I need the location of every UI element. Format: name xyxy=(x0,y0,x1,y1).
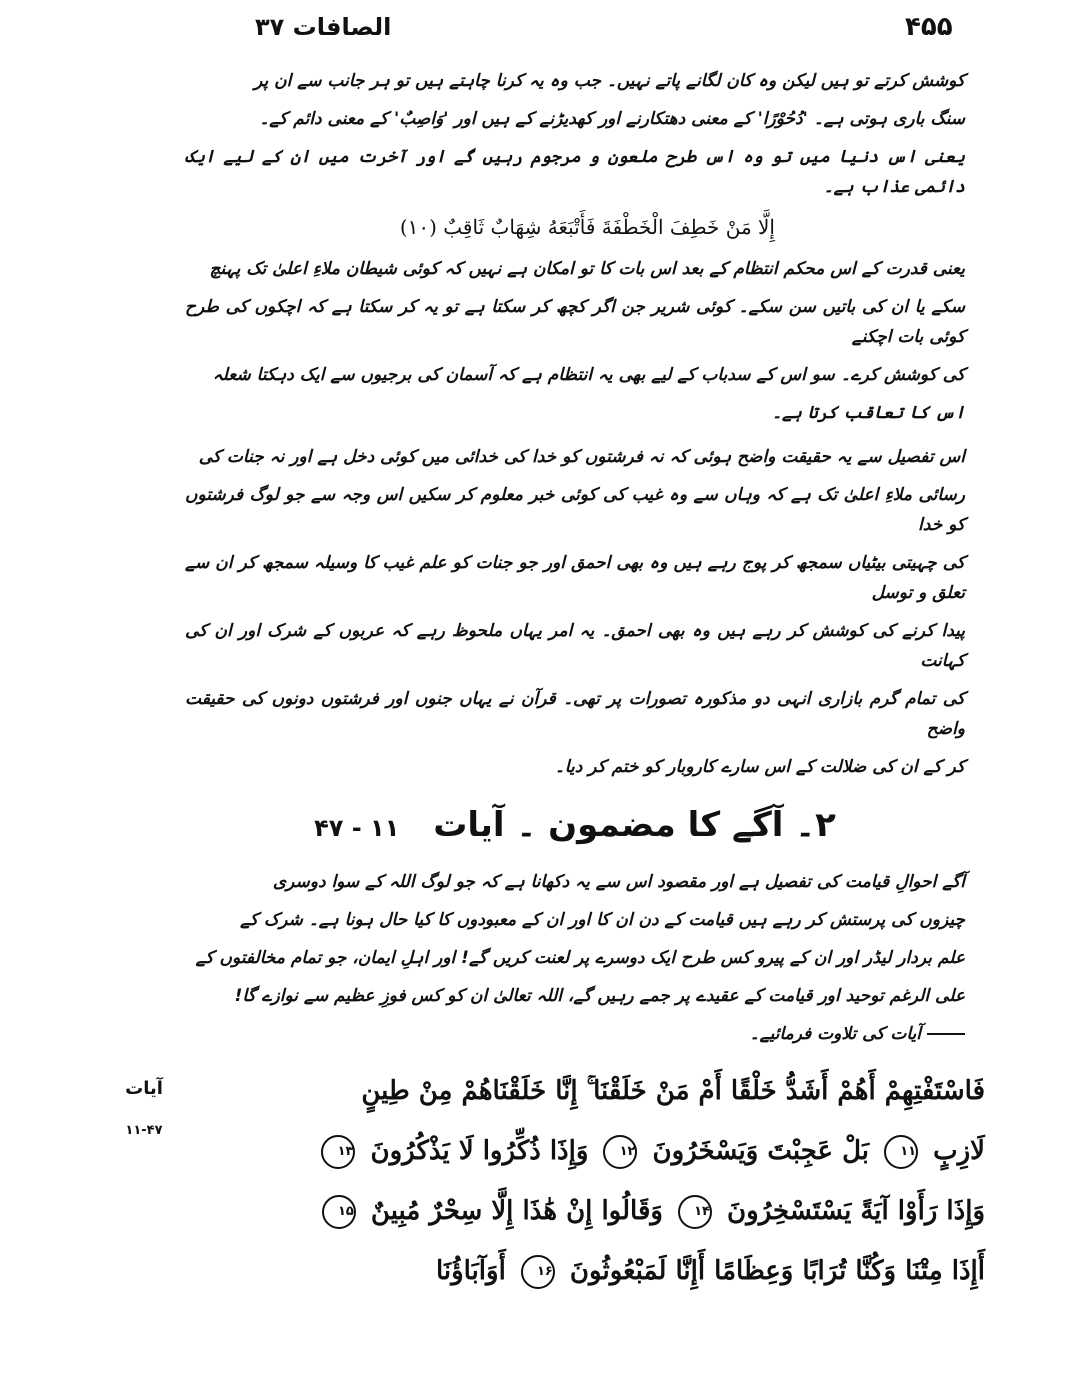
surah-title: الصافات ۳۷ xyxy=(255,13,392,41)
recitation-instruction xyxy=(185,1019,965,1049)
arabic-verse-line xyxy=(185,1241,985,1301)
text-line: چیزوں کی پرستش کر رہے ہیں قیامت کے دن ان کا اور ان کے معبودوں کا کیا حال ہونا ہے۔ شرک کے xyxy=(240,910,965,930)
text-line: اس تفصیل سے یہ حقیقت واضح ہوئی کہ نہ فرشتوں کو خدا کی خدائی میں کوئی دخل ہے اور نہ جنات کی xyxy=(198,447,965,467)
text-line: یعنی قدرت کے اس محکم انتظام کے بعد اس بات کا تو امکان ہے نہیں کہ کوئی شیطان ملاءِ اعلیٰ تک پہنچ xyxy=(209,259,965,279)
text-line: علم بردار لیڈر اور ان کے پیرو کس طرح ایک دوسرے پر لعنت کریں گے! اور اہلِ ایمان، جو تمام مخالفتوں کے xyxy=(195,948,965,968)
ayah-number-marker: ۱۳ xyxy=(321,1135,355,1169)
arabic-verses-block xyxy=(185,1061,985,1301)
section-heading-title: ۲۔ آگے کا مضمون ۔ آیات xyxy=(433,805,836,845)
margin-note-range: ۱۱-۴۷ xyxy=(125,1123,163,1138)
arabic-verse-line xyxy=(185,1121,985,1181)
arabic-verse-line xyxy=(185,1061,985,1121)
quoted-verse xyxy=(185,210,775,244)
text-line: کر کے ان کی ضلالت کے اس سارے کاروبار کو ختم کر دیا۔ xyxy=(554,757,965,777)
ayah-number-marker: ۱۲ xyxy=(603,1135,637,1169)
paragraph-4 xyxy=(185,863,965,1015)
text-line: کی کوشش کرے۔ سو اس کے سدباب کے لیے بھی یہ انتظام ہے کہ آسمان کی برجیوں سے ایک دہکتا شعلہ xyxy=(212,365,965,385)
section-heading-range: ۱۱ - ۴۷ xyxy=(314,814,400,842)
margin-note xyxy=(110,1061,178,1143)
running-header xyxy=(0,6,1071,50)
text-line: علی الرغم توحید اور قیامت کے عقیدے پر جمے رہیں گے، اللہ تعالیٰ ان کو کس فوزِ عظیم سے نوازے گا! xyxy=(234,986,965,1006)
page-number: ۴۵۵ xyxy=(905,12,953,42)
ayah-number-marker: ۱۵ xyxy=(322,1195,356,1229)
arabic-verse-line xyxy=(185,1181,985,1241)
text-line: کوشش کرتے تو ہیں لیکن وہ کان لگانے پاتے نہیں۔ جب وہ یہ کرنا چاہتے ہیں تو ہر جانب سے ان پر xyxy=(254,71,965,91)
paragraph-2 xyxy=(185,250,965,432)
arabic-verse-text: بَلْ عَجِبْتَ وَيَسْخَرُونَ xyxy=(643,1136,870,1166)
quoted-verse-text: إِلَّا مَنْ خَطِفَ الْخَطْفَةَ فَأَتْبَعَهُ شِهَابٌ ثَاقِبٌ xyxy=(443,215,775,239)
arabic-verse-text: أَوَآبَاؤُنَا xyxy=(435,1256,506,1286)
text-line: سکے یا ان کی باتیں سن سکے۔ کوئی شریر جن اگر کچھ کر سکتا ہے تو یہ کر سکتا ہے کہ اچکوں کی طرح کوئی بات اچکنے xyxy=(185,297,965,347)
text-line: اس کا تعاقب کرتا ہے۔ xyxy=(771,403,965,423)
arabic-verse-text: أَإِذَا مِتْنَا وَكُنَّا تُرَابًا وَعِظَامًا أَإِنَّا لَمَبْعُوثُونَ xyxy=(560,1256,985,1286)
text-line: آگے احوالِ قیامت کی تفصیل ہے اور مقصود اس سے یہ دکھانا ہے کہ جو لوگ اللہ کے سوا دوسری xyxy=(272,872,965,892)
text-line: یعنی اس دنیا میں تو وہ اس طرح ملعون و مرجوم رہیں گے اور آخرت میں ان کے لیے ایک دائمی عذاب ہے۔ xyxy=(185,147,965,197)
text-line: سنگ باری ہوتی ہے۔ 'دُحُوْرًا' کے معنی دھتکارنے اور کھدیڑنے کے ہیں اور 'وَاصِبٌ' کے معنی دائم کے۔ xyxy=(259,109,965,129)
quoted-verse-number: (۱۰) xyxy=(399,215,437,239)
paragraph-3 xyxy=(185,438,965,786)
verses-section xyxy=(110,1061,1071,1301)
text-line: کی چہیتی بیٹیاں سمجھ کر پوج رہے ہیں وہ بھی احمق اور جو جنات کو علم غیب کا وسیلہ سمجھ کر ان سے تعلق و توسل xyxy=(185,553,965,603)
margin-note-label: آیات xyxy=(125,1078,163,1099)
arabic-verse-text: وَإِذَا ذُكِّرُوا لَا يَذْكُرُونَ xyxy=(361,1136,589,1166)
ayah-number-marker: ۱۱ xyxy=(884,1135,918,1169)
text-line: رسائی ملاءِ اعلیٰ تک ہے کہ وہاں سے وہ غیب کی کوئی خبر معلوم کر سکیں اس وجہ سے جو لوگ فرشتوں کو خدا xyxy=(185,485,965,535)
arabic-verse-text: فَاسْتَفْتِهِمْ أَهُمْ أَشَدُّ خَلْقًا أَمْ مَنْ خَلَقْنَا ۚ إِنَّا خَلَقْنَاهُمْ مِنْ طِينٍ xyxy=(361,1076,985,1106)
arabic-verse-text: وَقَالُوا إِنْ هَٰذَا إِلَّا سِحْرٌ مُبِينٌ xyxy=(361,1196,663,1226)
instruction-text: آیات کی تلاوت فرمائیے۔ xyxy=(749,1024,921,1044)
em-dash-rule xyxy=(927,1033,965,1035)
paragraph-1 xyxy=(185,62,965,206)
ayah-number-marker: ۱۴ xyxy=(678,1195,712,1229)
arabic-verse-text: وَإِذَا رَأَوْا آيَةً يَسْتَسْخِرُونَ xyxy=(718,1196,985,1226)
page-content xyxy=(185,62,965,1049)
section-heading xyxy=(185,800,965,853)
ayah-number-marker: ۱۶ xyxy=(521,1255,555,1289)
text-line: کی تمام گرم بازاری انہی دو مذکورہ تصورات پر تھی۔ قرآن نے یہاں جنوں اور فرشتوں دونوں کی حقیقت واضح xyxy=(185,689,965,739)
arabic-verse-text: لَازِبٍ xyxy=(924,1136,985,1166)
text-line: پیدا کرنے کی کوشش کر رہے ہیں وہ بھی احمق۔ یہ امر یہاں ملحوظ رہے کہ عربوں کے شرک اور ان کی کہانت xyxy=(185,621,965,671)
